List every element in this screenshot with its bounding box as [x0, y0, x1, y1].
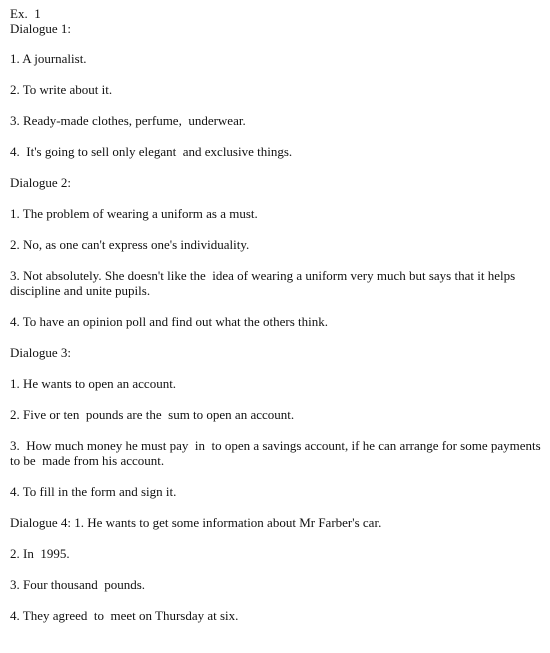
dialogue-2-answer-3: 3. Not absolutely. She doesn't like the idea of wearing a uniform very much but says that it helps discipline and unite pupils. — [10, 268, 519, 298]
dialogue-4-answer-4: 4. They agreed to meet on Thursday at six. — [10, 608, 239, 623]
dialogue-2-answer-2: 2. No, as one can't express one's individuality. — [10, 237, 250, 252]
dialogue-3-answer-3: 3. How much money he must pay in to open a savings account, if he can arrange for some payments to be made from his account. — [10, 438, 544, 468]
exercise-label: Ex. 1 — [10, 6, 41, 21]
dialogue-3-answer-2: 2. Five or ten pounds are the sum to open an account. — [10, 407, 295, 422]
dialogue-3-answer-1: 1. He wants to open an account. — [10, 376, 177, 391]
dialogue-4-heading-answer-1: Dialogue 4: 1. He wants to get some information about Mr Farber's car. — [10, 515, 382, 530]
dialogue-1-answer-4: 4. It's going to sell only elegant and exclusive things. — [10, 144, 293, 159]
dialogue-2-answer-1: 1. The problem of wearing a uniform as a must. — [10, 206, 258, 221]
dialogue-2-heading: Dialogue 2: — [10, 175, 72, 190]
dialogue-1-answer-2: 2. To write about it. — [10, 82, 113, 97]
dialogue-3-heading: Dialogue 3: — [10, 345, 72, 360]
dialogue-1-heading: Dialogue 1: — [10, 21, 72, 36]
dialogue-4-answer-2: 2. In 1995. — [10, 546, 70, 561]
dialogue-1-answer-3: 3. Ready-made clothes, perfume, underwear. — [10, 113, 246, 128]
dialogue-3-answer-4: 4. To fill in the form and sign it. — [10, 484, 177, 499]
dialogue-1-answer-1: 1. A journalist. — [10, 51, 87, 66]
answer-key-document — [10, 6, 542, 623]
dialogue-4-answer-3: 3. Four thousand pounds. — [10, 577, 146, 592]
dialogue-2-answer-4: 4. To have an opinion poll and find out what the others think. — [10, 314, 329, 329]
